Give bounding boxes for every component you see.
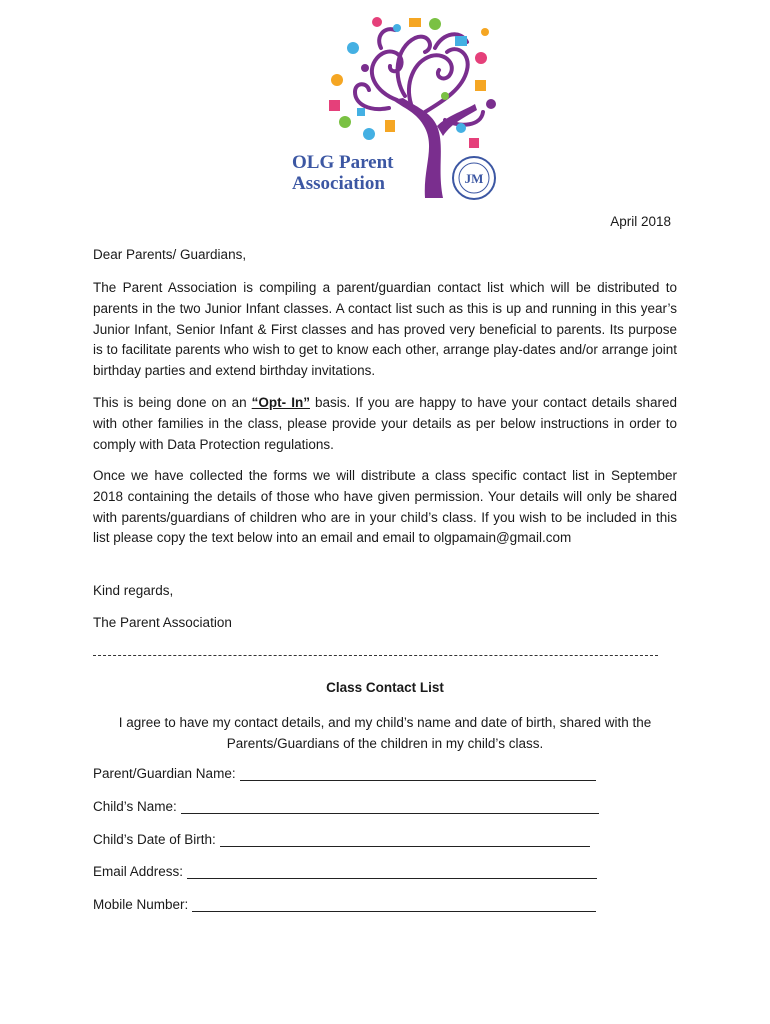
opt-in-rest: basis. If you are happy to have your contact details shared with other families in the class, please provide your details as per below instructions in order to comply with Data Protection regulations.	[93, 395, 677, 452]
letter-date: April 2018	[610, 214, 671, 229]
closing: Kind regards,	[93, 583, 174, 598]
child-name-input-line[interactable]	[181, 799, 599, 814]
seal-text: JM	[464, 171, 484, 186]
school-seal-icon	[451, 155, 497, 201]
consent-statement: I agree to have my contact details, and my child’s name and date of birth, shared with the Parents/Guardians of the children in my child’s class.	[118, 715, 652, 751]
signature: The Parent Association	[93, 615, 232, 630]
paragraph-instructions: Once we have collected the forms we will distribute a class specific contact list in September 2018 containing the details of those who have given permission. Your details will only be shared with parents/guardians of children who are in your child’s class. If you wish to be included in this list please copy the text below into an email and email to olgpamain@gmail.com	[93, 468, 677, 546]
mobile-field	[93, 897, 596, 912]
opt-in-lead: This is being done on an	[93, 395, 252, 410]
form-title: Class Contact List	[326, 680, 444, 695]
logo-line-1: OLG Parent	[292, 152, 394, 173]
child-name-label: Child’s Name:	[93, 799, 177, 814]
email-label: Email Address:	[93, 864, 184, 879]
mobile-input-line[interactable]	[192, 897, 596, 912]
paragraph-intro: The Parent Association is compiling a parent/guardian contact list which will be distributed to parents in the two Junior Infant classes. A contact list such as this is up and running in this year’s Junior Infant, Senior Infant & First classes and has proved very beneficial to parents. Its purpose is to facilitate parents who wish to get to know each other, arrange play-dates and/or arrange joint birthday parties and extend birthday invitations.	[93, 280, 677, 379]
logo-title	[292, 152, 432, 194]
email-input-line[interactable]	[187, 864, 597, 879]
opt-in-emphasis: “Opt- In”	[251, 395, 310, 410]
paragraph-opt-in	[93, 393, 677, 455]
parent-name-label: Parent/Guardian Name:	[93, 766, 236, 781]
child-dob-input-line[interactable]	[220, 832, 590, 847]
greeting: Dear Parents/ Guardians,	[93, 247, 247, 262]
parent-name-field	[93, 766, 596, 781]
logo-line-2: Association	[292, 173, 385, 194]
cut-line-divider	[93, 655, 658, 656]
mobile-label: Mobile Number:	[93, 897, 189, 912]
email-field	[93, 864, 597, 879]
child-dob-field	[93, 832, 590, 847]
child-name-field	[93, 799, 599, 814]
child-dob-label: Child’s Date of Birth:	[93, 832, 216, 847]
parent-name-input-line[interactable]	[240, 766, 596, 781]
